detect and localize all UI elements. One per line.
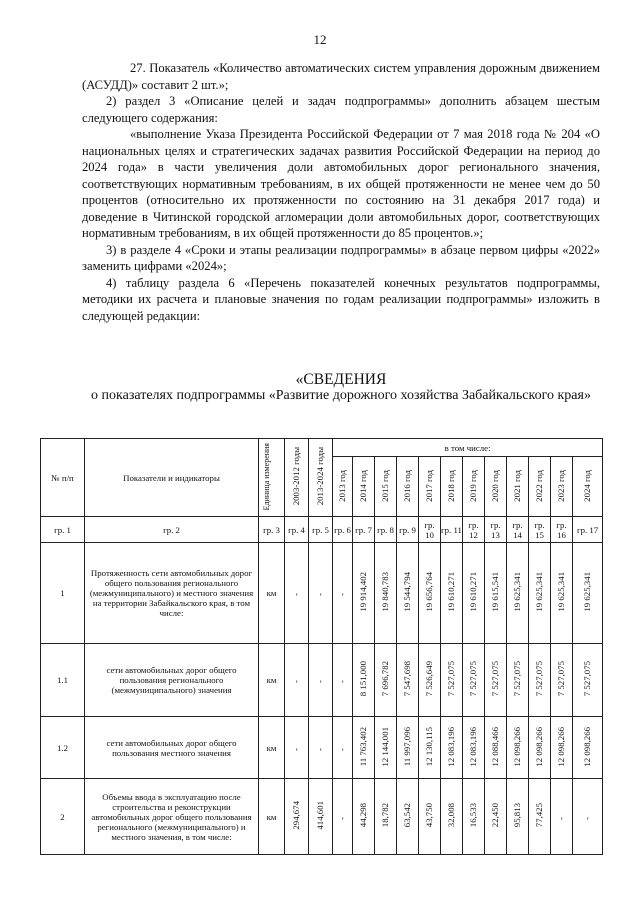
group-cell: гр. 5 bbox=[309, 517, 333, 543]
row-value: 7 527,075 bbox=[573, 644, 603, 717]
header-period-1: 2003-2012 годы bbox=[285, 439, 309, 517]
row-value: 12 083,196 bbox=[463, 717, 485, 779]
group-cell: гр. 9 bbox=[397, 517, 419, 543]
row-value: 12 144,001 bbox=[375, 717, 397, 779]
row-value: 22,450 bbox=[485, 779, 507, 855]
group-cell: гр. 11 bbox=[441, 517, 463, 543]
group-cell: гр. 15 bbox=[529, 517, 551, 543]
row-value: - bbox=[551, 779, 573, 855]
table-row bbox=[41, 717, 603, 779]
row-value: 19 615,541 bbox=[485, 543, 507, 644]
paragraph-2: 2) раздел 3 «Описание целей и задач подпрограммы» дополнить абзацем шестым следующего содержания: bbox=[82, 94, 600, 125]
row-unit: км bbox=[259, 543, 285, 644]
row-value: - bbox=[333, 644, 353, 717]
row-period-1: - bbox=[285, 644, 309, 717]
row-value: 19 840,783 bbox=[375, 543, 397, 644]
group-cell: гр. 6 bbox=[333, 517, 353, 543]
row-value: 7 547,698 bbox=[397, 644, 419, 717]
row-name: Протяженность сети автомобильных дорог общего пользования регионального (межмуниципального) и местного значения на территории Забайкальского края, в том числе: bbox=[85, 543, 259, 644]
row-value: 12 098,266 bbox=[573, 717, 603, 779]
group-cell: гр. 3 bbox=[259, 517, 285, 543]
row-value: 32,008 bbox=[441, 779, 463, 855]
row-name: Объемы ввода в эксплуатацию после строительства и реконструкции автомобильных дорог общего пользования регионального (межмуниципального) и местного значения, в том числе: bbox=[85, 779, 259, 855]
row-value: 11 763,402 bbox=[353, 717, 375, 779]
header-year: 2018 год bbox=[441, 457, 463, 517]
row-period-1: - bbox=[285, 543, 309, 644]
row-value: 12 098,266 bbox=[507, 717, 529, 779]
header-year: 2015 год bbox=[375, 457, 397, 517]
header-incl: в том числе: bbox=[333, 439, 603, 457]
group-cell: гр. 13 bbox=[485, 517, 507, 543]
row-value: 19 914,402 bbox=[353, 543, 375, 644]
row-name: сети автомобильных дорог общего пользования местного значения bbox=[85, 717, 259, 779]
row-period-2: 414,601 bbox=[309, 779, 333, 855]
paragraph-3: 3) в разделе 4 «Сроки и этапы реализации подпрограммы» в абзаце первом цифры «2022» заменить цифрами «2024»; bbox=[82, 242, 600, 273]
row-value: 12 088,466 bbox=[485, 717, 507, 779]
group-cell: гр. 1 bbox=[41, 517, 85, 543]
row-value: 43,750 bbox=[419, 779, 441, 855]
row-value: 7 526,649 bbox=[419, 644, 441, 717]
group-cell: гр. 4 bbox=[285, 517, 309, 543]
row-name: сети автомобильных дорог общего пользования регионального (межмуниципального) значения bbox=[85, 644, 259, 717]
row-unit: км bbox=[259, 779, 285, 855]
row-period-2: - bbox=[309, 717, 333, 779]
row-period-1: - bbox=[285, 717, 309, 779]
paragraph-27: 27. Показатель «Количество автоматических систем управления дорожным движением (АСУДД)» составит 2 шт.»; bbox=[82, 61, 600, 92]
group-cell: гр. 7 bbox=[353, 517, 375, 543]
header-num: № п/п bbox=[41, 439, 85, 517]
row-period-2: - bbox=[309, 644, 333, 717]
row-value: 12 130,115 bbox=[419, 717, 441, 779]
group-cell: гр. 10 bbox=[419, 517, 441, 543]
group-cell: гр. 14 bbox=[507, 517, 529, 543]
header-year: 2023 год bbox=[551, 457, 573, 517]
group-cell: гр. 17 bbox=[573, 517, 603, 543]
header-year: 2019 год bbox=[463, 457, 485, 517]
row-value: 7 527,075 bbox=[529, 644, 551, 717]
row-value: 7 696,782 bbox=[375, 644, 397, 717]
row-value: 44,298 bbox=[353, 779, 375, 855]
header-year: 2020 год bbox=[485, 457, 507, 517]
row-value: 7 527,075 bbox=[441, 644, 463, 717]
header-year: 2016 год bbox=[397, 457, 419, 517]
group-cell: гр. 16 bbox=[551, 517, 573, 543]
row-num: 1.1 bbox=[41, 644, 85, 717]
table-row bbox=[41, 779, 603, 855]
row-value: 12 083,196 bbox=[441, 717, 463, 779]
paragraph-quote: «выполнение Указа Президента Российской Федерации от 7 мая 2018 года № 204 «О национальных целях и стратегических задачах развития Российской Федерации на период до 2024 года» в части увеличения доли автомобильных дорог регионального значения, соответствующих нормативным требованиям, в их общей протяженности не менее чем до 50 процентов (относительно их протяженности по состоянию на 31 декабря 2017 года) и доведение в Читинской городской агломерации доли автомобильных дорог, соответствующих нормативным требованиям, в их общей протяженности до 85 процентов.»; bbox=[82, 127, 600, 240]
header-period-2: 2013-2024 годы bbox=[309, 439, 333, 517]
row-num: 2 bbox=[41, 779, 85, 855]
row-value: 11 997,096 bbox=[397, 717, 419, 779]
row-value: 8 151,000 bbox=[353, 644, 375, 717]
row-unit: км bbox=[259, 717, 285, 779]
table-row bbox=[41, 543, 603, 644]
heading-subtitle: о показателях подпрограммы «Развитие дорожного хозяйства Забайкальского края» bbox=[91, 388, 591, 403]
row-value: 18,782 bbox=[375, 779, 397, 855]
row-value: 7 527,075 bbox=[507, 644, 529, 717]
header-year: 2024 год bbox=[573, 457, 603, 517]
row-num: 1.2 bbox=[41, 717, 85, 779]
header-year: 2014 год bbox=[353, 457, 375, 517]
row-value: 19 610,271 bbox=[463, 543, 485, 644]
indicators-table bbox=[40, 438, 603, 855]
header-year: 2021 год bbox=[507, 457, 529, 517]
row-value: 12 098,266 bbox=[529, 717, 551, 779]
row-value: 19 625,341 bbox=[507, 543, 529, 644]
body-text bbox=[82, 60, 600, 324]
row-value: 77,425 bbox=[529, 779, 551, 855]
row-num: 1 bbox=[41, 543, 85, 644]
row-value: 7 527,075 bbox=[463, 644, 485, 717]
group-cell: гр. 8 bbox=[375, 517, 397, 543]
row-value: - bbox=[573, 779, 603, 855]
header-year: 2022 год bbox=[529, 457, 551, 517]
row-value: 19 544,794 bbox=[397, 543, 419, 644]
table-row bbox=[41, 644, 603, 717]
paragraph-4: 4) таблицу раздела 6 «Перечень показателей конечных результатов подпрограммы, методики их расчета и плановые значения по годам реализации подпрограммы» изложить в следующей редакции: bbox=[82, 275, 600, 323]
row-period-1: 294,674 bbox=[285, 779, 309, 855]
header-year: 2017 год bbox=[419, 457, 441, 517]
row-value: - bbox=[333, 543, 353, 644]
group-cell: гр. 2 bbox=[85, 517, 259, 543]
heading-title: «СВЕДЕНИЯ bbox=[295, 371, 387, 388]
header-indicators: Показатели и индикаторы bbox=[85, 439, 259, 517]
row-value: 12 098,266 bbox=[551, 717, 573, 779]
row-value: 7 527,075 bbox=[485, 644, 507, 717]
group-cell: гр. 12 bbox=[463, 517, 485, 543]
table-heading bbox=[82, 372, 600, 404]
page-number: 12 bbox=[313, 32, 327, 47]
row-value: 19 610,271 bbox=[441, 543, 463, 644]
row-value: 7 527,075 bbox=[551, 644, 573, 717]
row-value: - bbox=[333, 717, 353, 779]
row-value: 19 625,341 bbox=[529, 543, 551, 644]
row-value: 95,813 bbox=[507, 779, 529, 855]
row-value: 63,542 bbox=[397, 779, 419, 855]
row-value: 19 625,341 bbox=[573, 543, 603, 644]
row-value: 19 625,341 bbox=[551, 543, 573, 644]
header-unit: Единица измерения bbox=[259, 439, 285, 517]
row-value: - bbox=[333, 779, 353, 855]
row-value: 16,533 bbox=[463, 779, 485, 855]
row-value: 19 656,764 bbox=[419, 543, 441, 644]
row-unit: км bbox=[259, 644, 285, 717]
header-year: 2013 год bbox=[333, 457, 353, 517]
row-period-2: - bbox=[309, 543, 333, 644]
